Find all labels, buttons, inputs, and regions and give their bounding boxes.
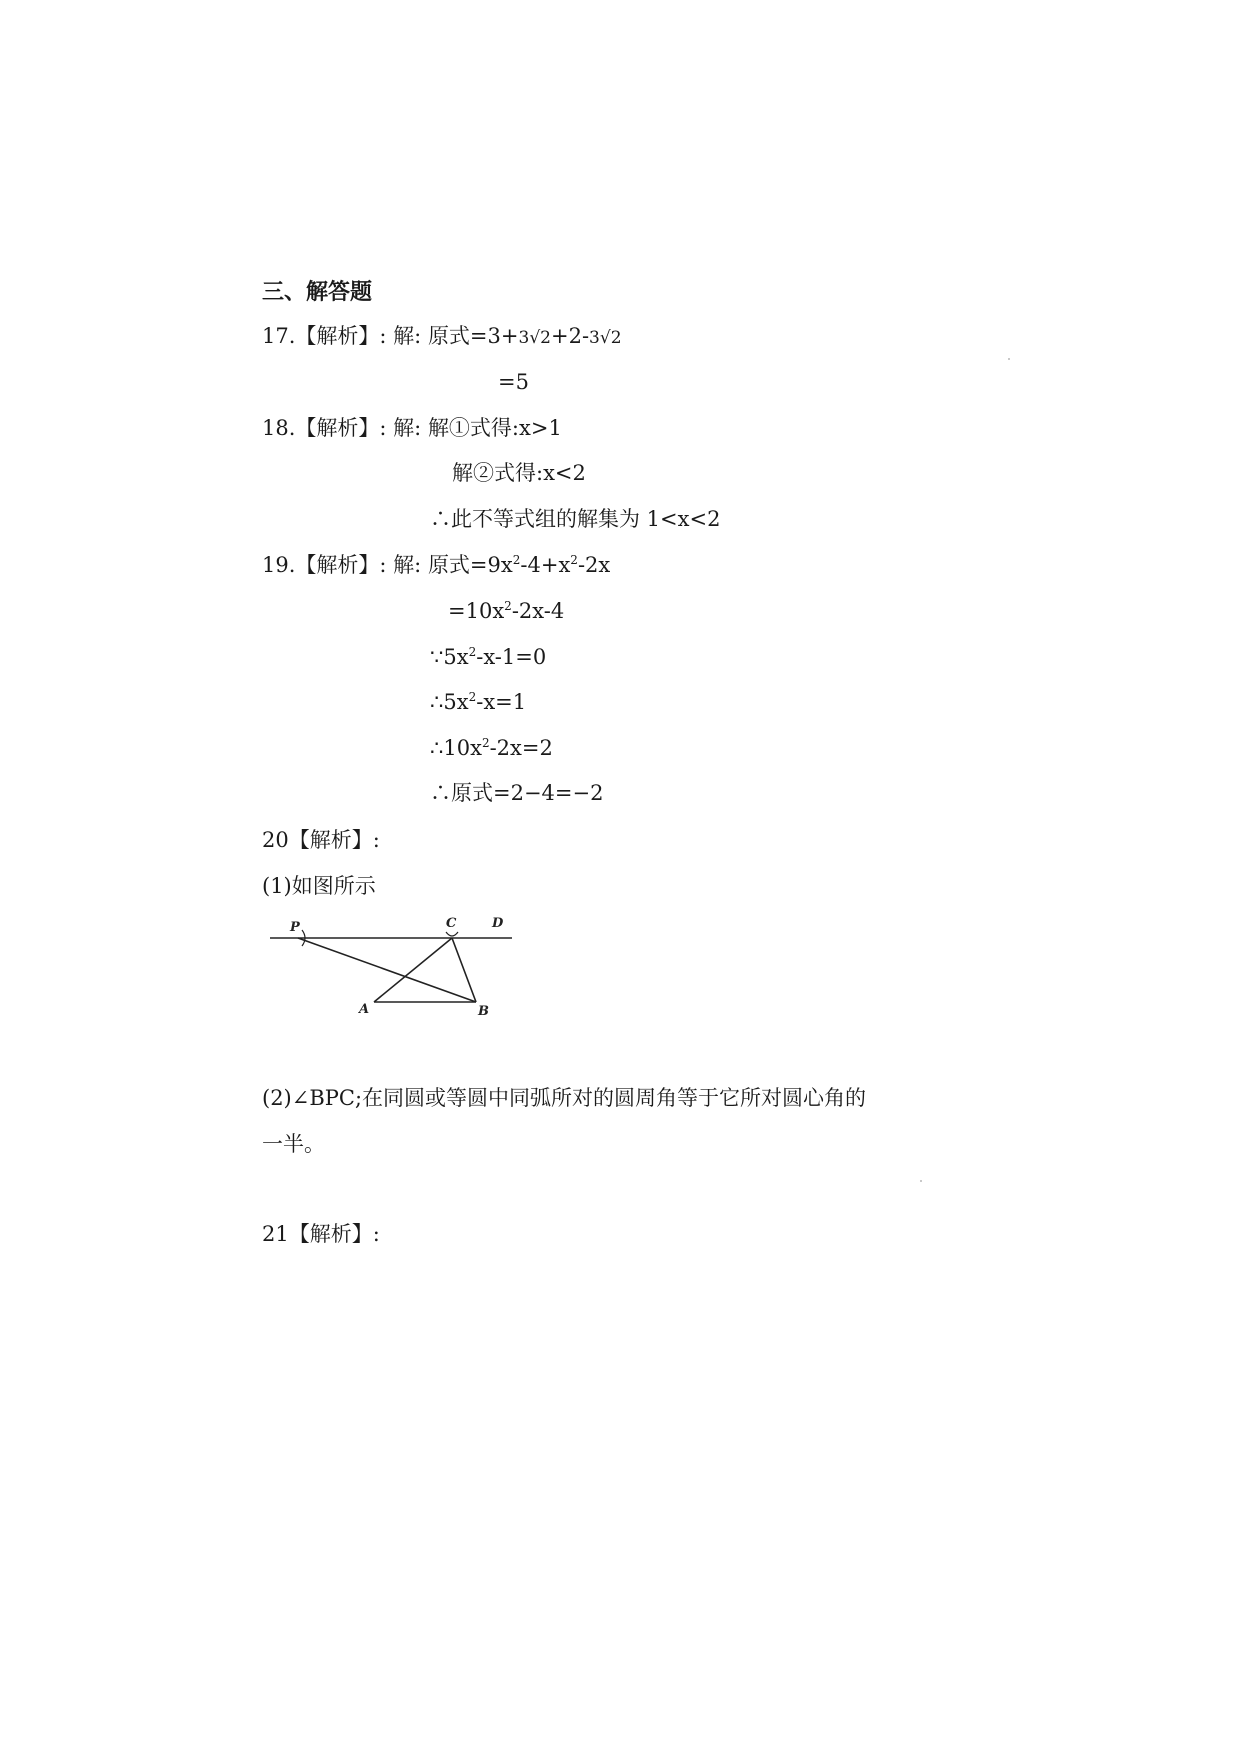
q17-solve: 解:: [393, 324, 422, 348]
q19-l3-a: ∵5x: [430, 645, 469, 669]
q20-part-2-line-1: (2)∠BPC;在同圆或等圆中同弧所对的圆周角等于它所对圆心角的: [262, 1086, 867, 1110]
segment-pb: [298, 938, 476, 1002]
q19-step-4: [430, 688, 526, 716]
q18-label: 18.【解析】:: [262, 416, 387, 440]
q19-l5-b: -2x=2: [489, 736, 553, 760]
q19-step-2: [448, 597, 564, 625]
q19-l3-b: -x-1=0: [476, 645, 547, 669]
q19-label: 19.【解析】:: [262, 553, 387, 577]
q19-l2-b: -2x-4: [511, 599, 565, 623]
segment-cb: [452, 938, 476, 1002]
q19-l4-b: -x=1: [476, 690, 527, 714]
q19-exp: 2: [481, 736, 490, 750]
q17-sqrt-1: √2: [529, 328, 551, 348]
label-point-c: C: [446, 916, 457, 931]
q17-coef-1: 3: [518, 328, 530, 348]
scan-speck: [1008, 358, 1010, 360]
q17-result: =5: [498, 370, 529, 394]
q19-exp: 2: [504, 599, 512, 613]
q19-result: ∴原式=2−4=−2: [430, 781, 604, 805]
q19-l5-a: ∴10x: [430, 736, 482, 760]
q19-l1-b: -4+x: [520, 553, 571, 577]
q20-part-1: (1)如图所示: [262, 874, 376, 898]
q17-row-1: [262, 322, 622, 352]
q18-step-2: 解②式得:x<2: [452, 461, 586, 485]
q19-l1-c: -2x: [577, 553, 611, 577]
q21-label: 21【解析】:: [262, 1222, 380, 1246]
q19-exp: 2: [570, 553, 578, 567]
q18-solve: 解:: [393, 416, 422, 440]
q17-coef-2: 3: [589, 328, 600, 348]
label-point-p: P: [290, 920, 300, 935]
label-point-a: A: [359, 1002, 370, 1017]
q19-exp: 2: [468, 690, 477, 704]
q17-label: 17.【解析】:: [262, 324, 387, 348]
q18-row-1: [262, 414, 562, 442]
q19-exp: 2: [512, 553, 521, 567]
q20-label: 20【解析】:: [262, 828, 380, 852]
q19-l1-a: 原式=9x: [427, 553, 513, 577]
q19-solve: 解:: [393, 553, 422, 577]
q17-expr-prefix: 原式=3+: [427, 324, 519, 348]
section-title: 三、解答题: [262, 279, 373, 305]
scan-speck: [920, 1180, 922, 1182]
q19-l4-a: ∴5x: [430, 690, 469, 714]
q19-exp: 2: [468, 645, 477, 659]
arc-mark-c: [446, 932, 458, 936]
q19-step-5: [430, 734, 553, 762]
q17-sqrt-2: √2: [599, 328, 622, 348]
q20-part-2-line-2: 一半。: [262, 1132, 325, 1156]
q17-expr-mid: +2-: [550, 324, 590, 348]
q19-l2-a: =10x: [448, 599, 505, 623]
q19-row-1: [262, 551, 610, 579]
q19-step-3: [430, 643, 546, 671]
geometry-figure: [262, 910, 522, 1020]
q18-conclusion: ∴此不等式组的解集为 1<x<2: [430, 507, 721, 531]
q18-step-1: 解①式得:x>1: [427, 416, 562, 440]
label-point-b: B: [478, 1004, 489, 1019]
label-point-d: D: [492, 916, 504, 931]
